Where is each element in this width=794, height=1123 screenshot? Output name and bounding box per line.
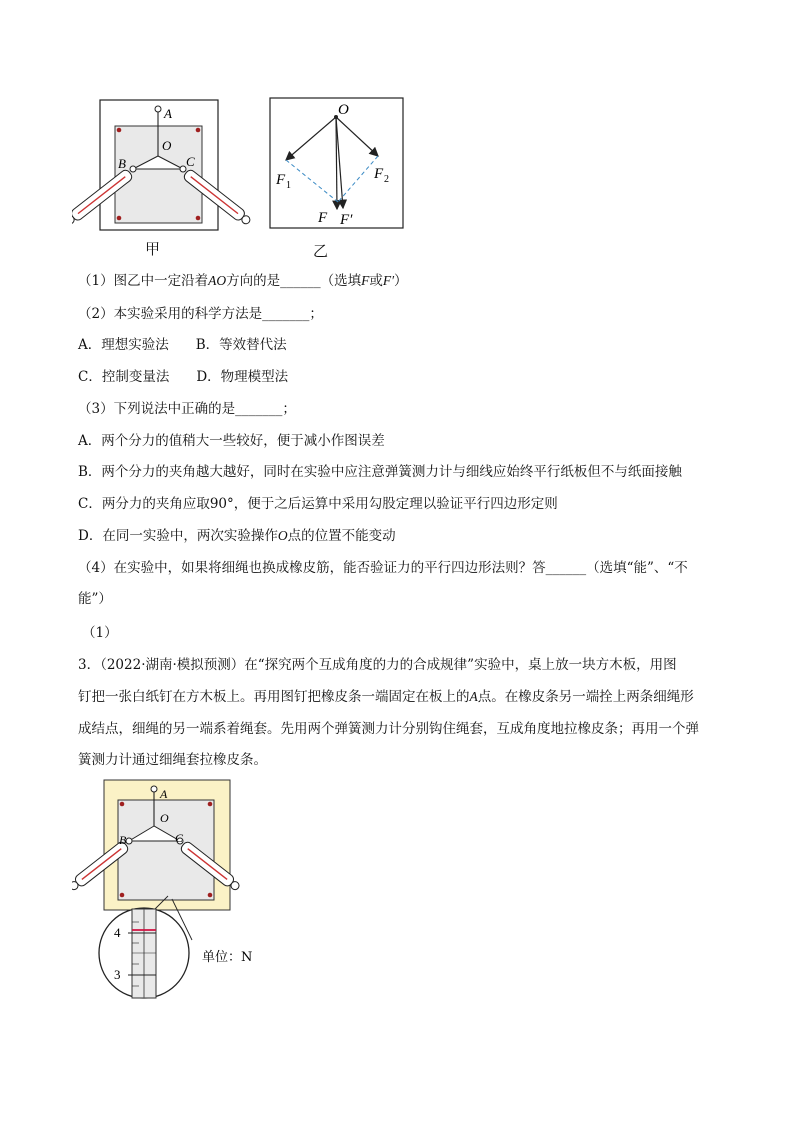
- problem-3-line1: 3．（2022·湖南·模拟预测）在“探究两个互成角度的力的合成规律”实验中，桌上放一块方木板，用图: [78, 657, 677, 673]
- caption-jia: 甲: [145, 240, 161, 258]
- label-f: F: [318, 210, 328, 226]
- figure-jia: [72, 96, 252, 236]
- label-o2: O: [338, 102, 349, 118]
- label-o: O: [162, 138, 172, 153]
- question-3: （3）下列说法中正确的是_______；: [78, 401, 296, 417]
- caption-yi: 乙: [313, 242, 329, 260]
- question-2: （2）本实验采用的科学方法是_______；: [78, 306, 323, 322]
- label-a: A: [164, 106, 172, 121]
- dial-tick-4: 4: [114, 925, 121, 940]
- question-3-option-b: B．两个分力的夹角越大越好，同时在实验中应注意弹簧测力计与细线应始终平行纸板但不与纸面接触: [78, 464, 682, 480]
- question-4-line2: 能”）: [78, 591, 112, 607]
- unit-label: 单位：N: [202, 950, 253, 965]
- question-3-option-d: D．在同一实验中，两次实验操作O点的位置不能变动: [78, 528, 396, 544]
- question-1: （1）图乙中一定沿着AO方向的是______（选填F或F′）: [78, 273, 408, 289]
- label-c: C: [186, 154, 195, 169]
- dial-tick-3: 3: [114, 967, 121, 982]
- question-2-options-ab: A．理想实验法 B．等效替代法: [78, 337, 287, 353]
- label-f2-sub: 2: [384, 174, 389, 185]
- fig3-label-o: O: [160, 811, 169, 825]
- question-2-options-cd: C．控制变量法 D．物理模型法: [78, 369, 289, 385]
- problem-3-line4: 簧测力计通过细绳套拉橡皮条。: [78, 752, 267, 768]
- problem-3-line2: 钉把一张白纸钉在方木板上。再用图钉把橡皮条一端固定在板上的A点。在橡皮条另一端拴上两条细绳形: [78, 689, 694, 705]
- label-f2: F: [374, 166, 384, 182]
- question-3-option-c: C．两分力的夹角应取90°，便于之后运算中采用勾股定理以验证平行四边形定则: [78, 496, 558, 512]
- fig3-label-a: A: [160, 787, 168, 801]
- label-f1: F: [276, 172, 286, 188]
- label-f1-sub: 1: [286, 180, 291, 191]
- question-4-line1: （4）在实验中，如果将细绳也换成橡皮筋，能否验证力的平行四边形法则？答______（选填“能”、“不: [78, 560, 688, 576]
- answer-stub: （1）: [82, 625, 118, 641]
- figure-3: [72, 778, 272, 1003]
- problem-3-line3: 成结点，细绳的另一端系着绳套。先用两个弹簧测力计分别钩住绳套，互成角度地拉橡皮条；再用一个弹: [78, 721, 699, 737]
- label-f-prime: F′: [340, 212, 353, 228]
- fig3-label-c: C: [175, 831, 184, 845]
- figure-yi: [268, 96, 408, 231]
- question-3-option-a: A．两个分力的值稍大一些较好，便于减小作图误差: [78, 433, 385, 449]
- fig3-label-b: B: [119, 833, 127, 847]
- label-b: B: [118, 156, 126, 171]
